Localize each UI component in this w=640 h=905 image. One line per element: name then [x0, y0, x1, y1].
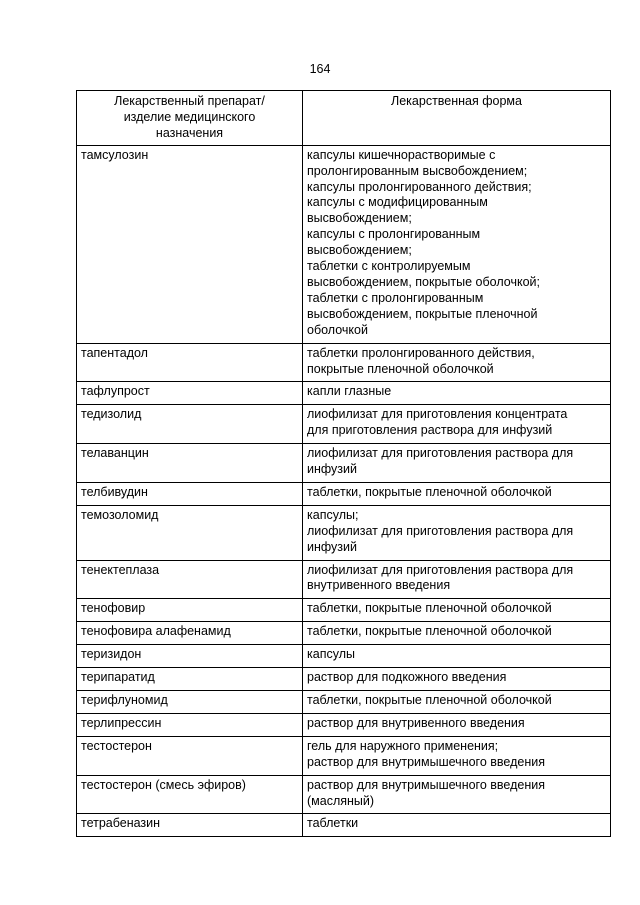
dosage-form-cell	[303, 668, 611, 691]
drug-name-cell	[77, 691, 303, 714]
dosage-form: таблетки с контролируемым высвобождением, покрытые оболочкой;	[307, 259, 540, 289]
dosage-form-cell	[303, 343, 611, 382]
dosage-form-cell	[303, 775, 611, 814]
drug-name-cell	[77, 599, 303, 622]
table-row	[77, 444, 611, 483]
table-row	[77, 505, 611, 560]
drug-name-cell	[77, 736, 303, 775]
drug-name-cell	[77, 668, 303, 691]
table-header-row	[77, 91, 611, 146]
drug-name: терлипрессин	[81, 715, 162, 730]
table-row	[77, 691, 611, 714]
drug-name: теризидон	[81, 647, 142, 662]
table-row	[77, 145, 611, 343]
dosage-form: таблетки, покрытые пленочной оболочкой	[307, 601, 552, 616]
drug-name-cell	[77, 775, 303, 814]
drug-table	[76, 90, 611, 837]
table-row	[77, 645, 611, 668]
page-number: 164	[309, 62, 331, 76]
drug-name-cell	[77, 713, 303, 736]
drug-name: темозоломид	[81, 507, 159, 522]
drug-name-cell	[77, 645, 303, 668]
table-row	[77, 343, 611, 382]
dosage-form: капсулы с модифицированным высвобождением;	[307, 195, 488, 226]
dosage-form: капли глазные	[307, 384, 392, 399]
dosage-form: лиофилизат для приготовления раствора для инфузий	[307, 446, 574, 477]
table-row	[77, 736, 611, 775]
drug-name: телбивудин	[81, 484, 148, 499]
table-body	[77, 145, 611, 837]
dosage-form: таблетки, покрытые пленочной оболочкой	[307, 484, 552, 499]
dosage-form: таблетки с пролонгированным высвобождением, покрытые пленочной оболочкой	[307, 290, 538, 337]
dosage-form-cell	[303, 814, 611, 837]
drug-name-cell	[77, 382, 303, 405]
dosage-form: таблетки, покрытые пленочной оболочкой	[307, 624, 552, 639]
dosage-form-cell	[303, 405, 611, 444]
dosage-form: капсулы	[307, 647, 355, 662]
dosage-form: капсулы пролонгированного действия;	[307, 179, 532, 194]
drug-name: тетрабеназин	[81, 816, 161, 831]
dosage-form: лиофилизат для приготовления раствора для внутривенного введения	[307, 562, 574, 593]
drug-name-cell	[77, 814, 303, 837]
table-row	[77, 560, 611, 599]
drug-name: тапентадол	[81, 345, 148, 360]
dosage-form-cell	[303, 505, 611, 560]
table-row	[77, 668, 611, 691]
dosage-form: таблетки пролонгированного действия, покрытые пленочной оболочкой	[307, 345, 535, 376]
dosage-form-cell	[303, 599, 611, 622]
drug-name: тестостерон (смесь эфиров)	[81, 777, 246, 792]
dosage-form-cell	[303, 622, 611, 645]
dosage-form-cell	[303, 145, 611, 343]
drug-name-cell	[77, 560, 303, 599]
dosage-form: капсулы с пролонгированным высвобождением;	[307, 227, 481, 258]
dosage-form: таблетки, покрытые пленочной оболочкой	[307, 693, 552, 707]
dosage-form: раствор для внутривенного введения	[307, 715, 525, 730]
dosage-form-cell	[303, 645, 611, 668]
table-row	[77, 405, 611, 444]
drug-name: тамсулозин	[81, 147, 149, 162]
drug-name: терипаратид	[81, 670, 155, 685]
drug-name-cell	[77, 145, 303, 343]
dosage-form-cell	[303, 444, 611, 483]
drug-name: тенектеплаза	[81, 562, 160, 577]
drug-name: тенофовира алафенамид	[81, 624, 231, 639]
dosage-form: капсулы;	[307, 507, 359, 522]
drug-name: тедизолид	[81, 407, 142, 422]
drug-name-cell	[77, 405, 303, 444]
dosage-form: капсулы кишечнорастворимые с пролонгированным высвобождением;	[307, 147, 528, 178]
drug-name-cell	[77, 343, 303, 382]
table-row	[77, 482, 611, 505]
table-row	[77, 814, 611, 837]
drug-name-cell	[77, 444, 303, 483]
dosage-form-cell	[303, 382, 611, 405]
header-form: Лекарственная форма	[303, 91, 611, 146]
dosage-form: раствор для внутримышечного введения	[307, 754, 545, 769]
dosage-form: лиофилизат для приготовления раствора для инфузий	[307, 523, 574, 554]
table-row	[77, 713, 611, 736]
dosage-form: раствор для подкожного введения	[307, 670, 507, 685]
dosage-form-cell	[303, 560, 611, 599]
table-row	[77, 622, 611, 645]
drug-name: тестостерон	[81, 738, 152, 753]
drug-name: телаванцин	[81, 446, 149, 461]
dosage-form-cell	[303, 713, 611, 736]
header-drug: Лекарственный препарат/ изделие медицинского назначения	[77, 91, 303, 146]
dosage-form-cell	[303, 691, 611, 714]
table-row	[77, 775, 611, 814]
dosage-form: раствор для внутримышечного введения (масляный)	[307, 777, 545, 808]
table-row	[77, 599, 611, 622]
drug-name: терифлуномид	[81, 693, 168, 707]
drug-name: тенофовир	[81, 601, 146, 616]
drug-name-cell	[77, 622, 303, 645]
drug-name: тафлупрост	[81, 384, 150, 399]
dosage-form: таблетки	[307, 816, 359, 831]
dosage-form-cell	[303, 736, 611, 775]
dosage-form: лиофилизат для приготовления концентрата для приготовления раствора для инфузий	[307, 407, 568, 438]
dosage-form: гель для наружного применения;	[307, 738, 499, 753]
drug-name-cell	[77, 482, 303, 505]
dosage-form-cell	[303, 482, 611, 505]
table-row	[77, 382, 611, 405]
drug-name-cell	[77, 505, 303, 560]
